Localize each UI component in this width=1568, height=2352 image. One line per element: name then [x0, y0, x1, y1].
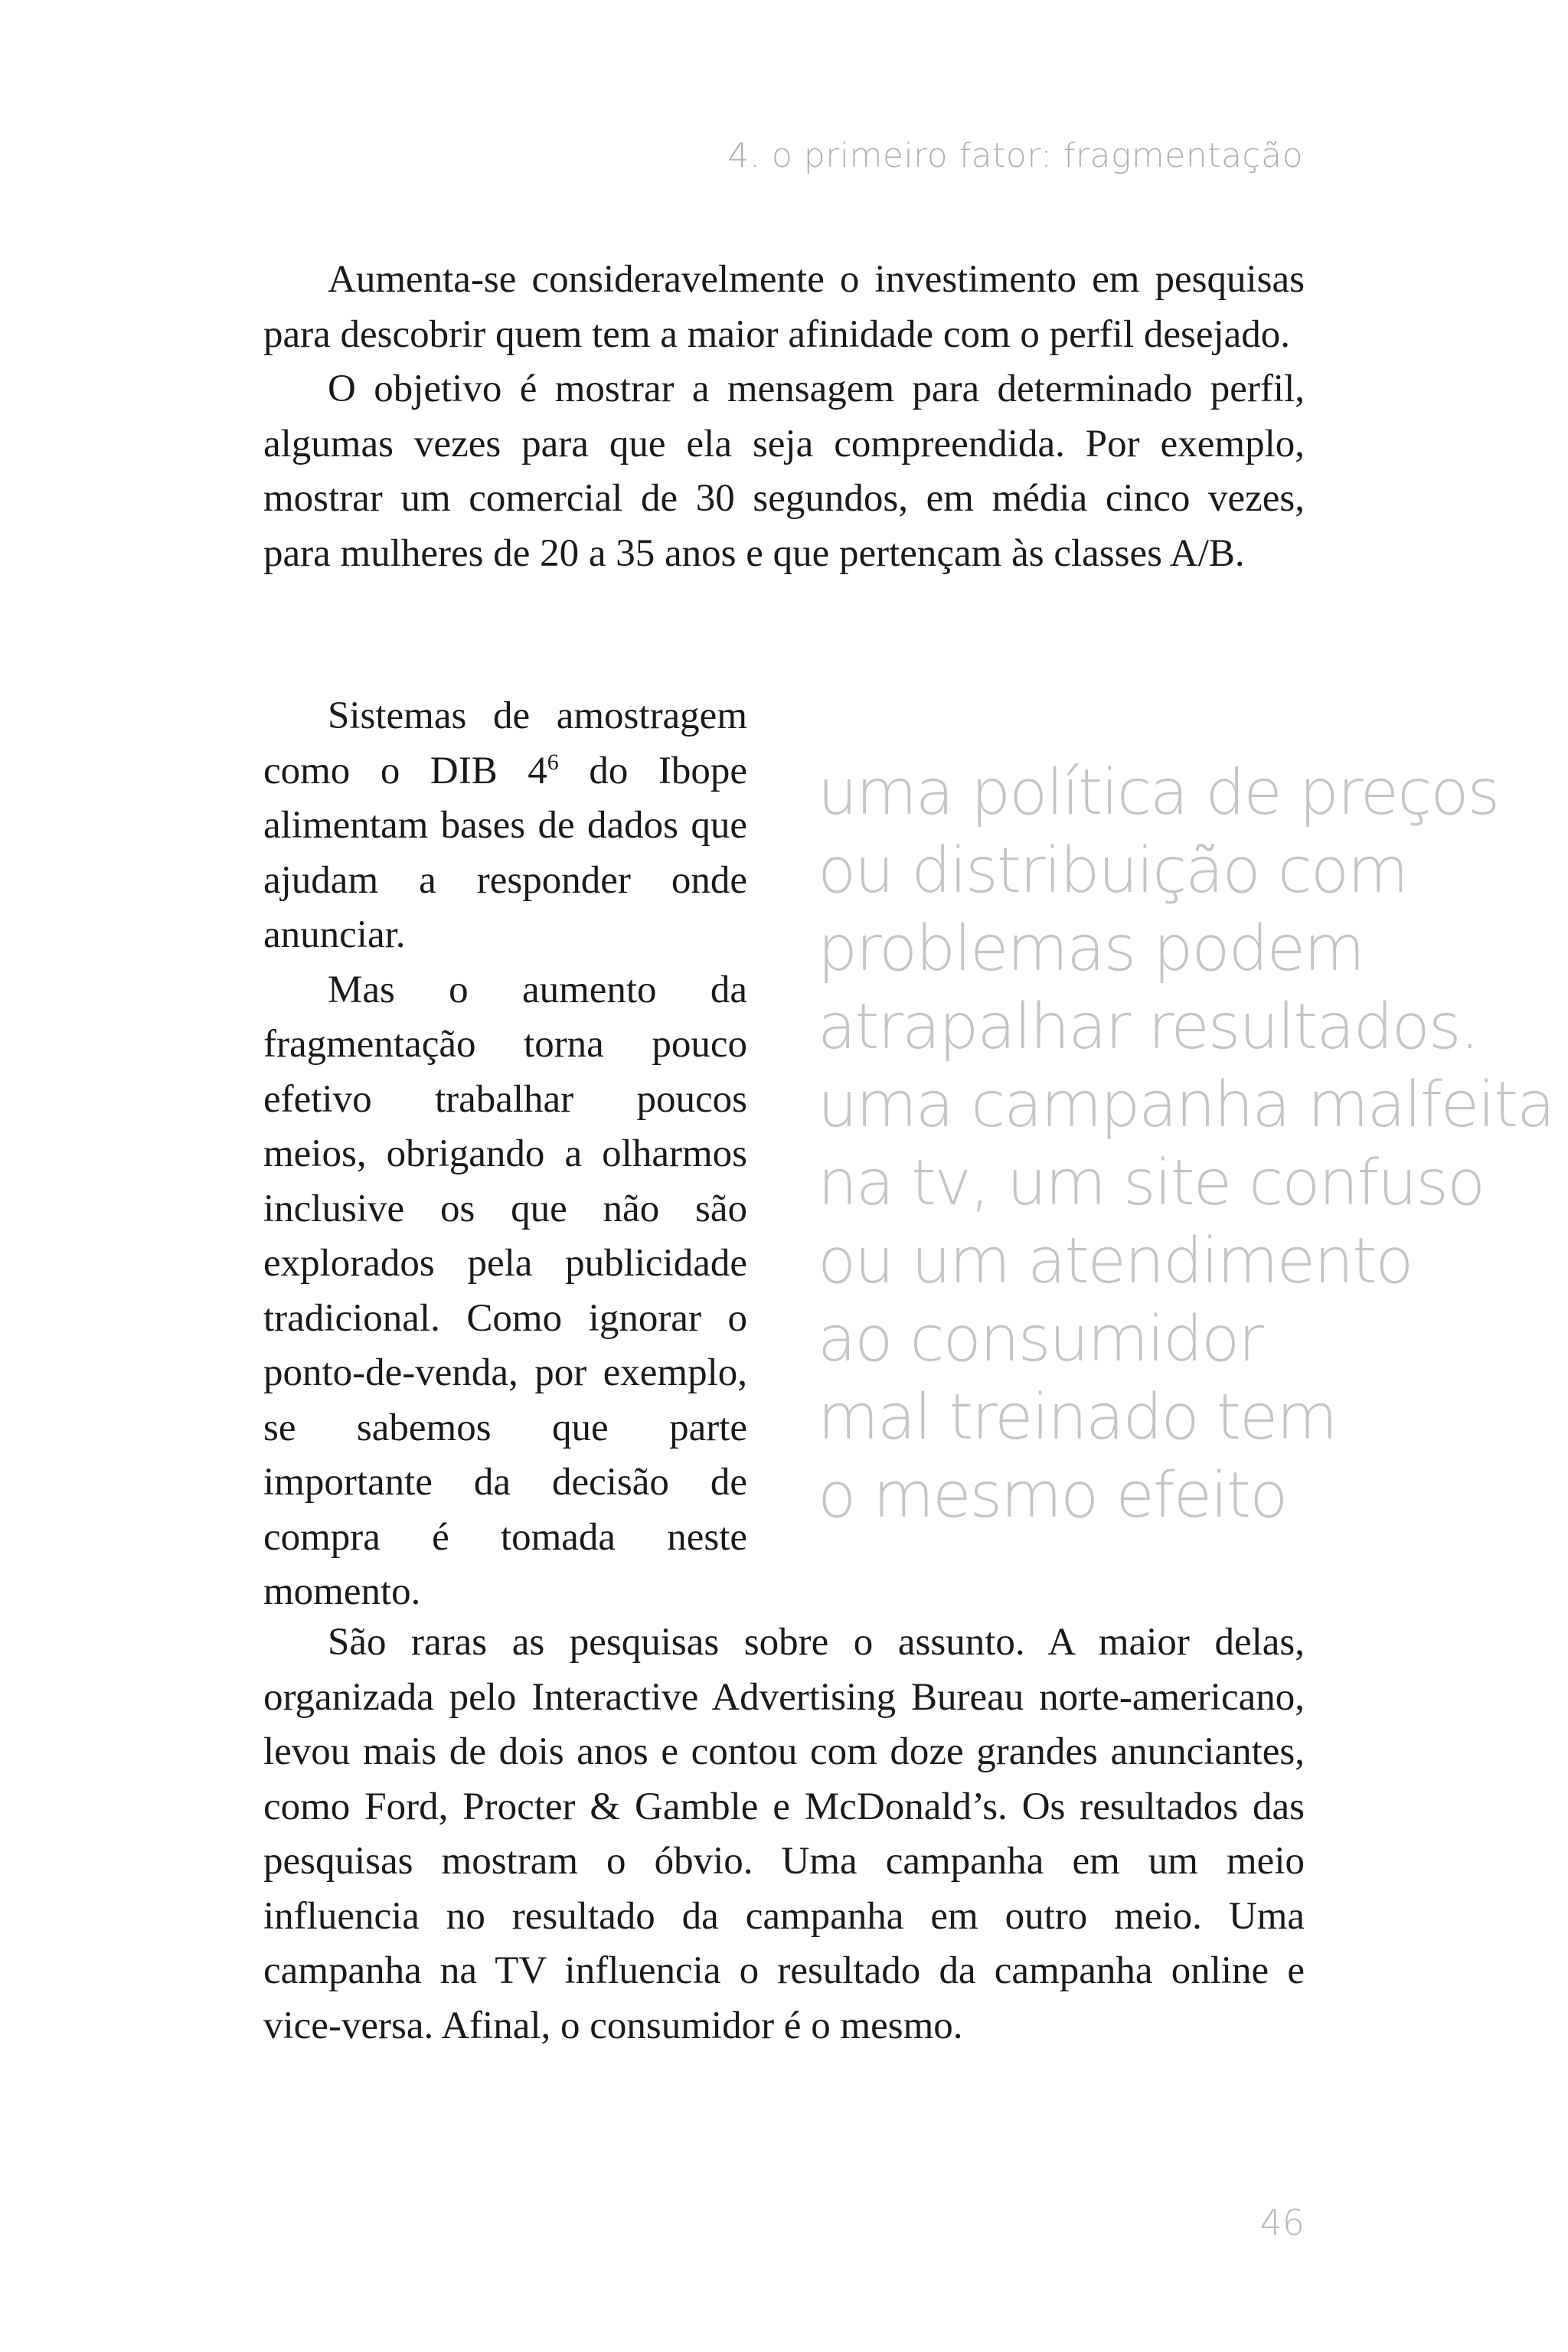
pull-quote [818, 754, 1554, 1535]
paragraph: O objetivo é mostrar a mensagem para determinado perfil, algumas vezes para que ela seja compreendida. Por exemplo, mostrar um comercial de 30 segundos, em média cinco vezes, para mulheres de 20 a 35 anos e que pertençam às classes A/B. [263, 368, 1305, 575]
pull-quote-line: problemas podem [818, 913, 1364, 985]
paragraph-text: Sistemas de amostragem como o DIB 4 [263, 694, 747, 792]
top-text-block [263, 253, 1305, 581]
page-number: 46 [1259, 2202, 1305, 2243]
pull-quote-line: ou distribuição com [818, 835, 1407, 907]
paragraph [263, 689, 747, 963]
narrow-column-text [263, 689, 747, 1620]
paragraph: Mas o aumento da fragmentação torna pouco efetivo trabalhar poucos meios, obrigando a olharmos inclusive os que não são explorados pela publicidade tradicional. Como ignorar o ponto-de-venda, por exemplo, se sabemos que parte importante da decisão de compra é tomada neste momento. [263, 968, 747, 1613]
pull-quote-line: na tv, um site confuso [818, 1147, 1485, 1220]
pull-quote-line: mal treinado tem [818, 1381, 1337, 1454]
paragraph: São raras as pesquisas sobre o assunto. A maior delas, organizada pelo Interactive Advertising Bureau norte-americano, levou mais de dois anos e contou com doze grandes anunciantes, como Ford, Procter & Gamble e McDonald’s. Os resultados das pesquisas mostram o óbvio. Uma campanha em um meio influencia no resultado da campanha em outro meio. Uma campanha na TV influencia o resultado da campanha online e vice-versa. Afinal, o consumidor é o mesmo. [263, 1621, 1305, 2047]
pull-quote-line: uma campanha malfeita [818, 1069, 1554, 1142]
pull-quote-line: uma política de preços [818, 756, 1499, 829]
bottom-text-block [263, 1615, 1305, 2053]
pull-quote-line: atrapalhar resultados. [818, 991, 1478, 1063]
pull-quote-line: o mesmo efeito [818, 1459, 1287, 1532]
paragraph: Aumenta-se consideravelmente o investimento em pesquisas para descobrir quem tem a maior afinidade com o perfil desejado. [263, 258, 1305, 356]
running-head: 4. o primeiro fator: fragmentação [727, 136, 1303, 175]
pull-quote-line: ou um atendimento [818, 1225, 1413, 1298]
pull-quote-line: ao consumidor [818, 1303, 1263, 1376]
footnote-reference: 6 [547, 749, 559, 775]
paragraph-text: do Ibope alimentam bases de dados que ajudam a responder onde anunciar. [263, 749, 747, 956]
